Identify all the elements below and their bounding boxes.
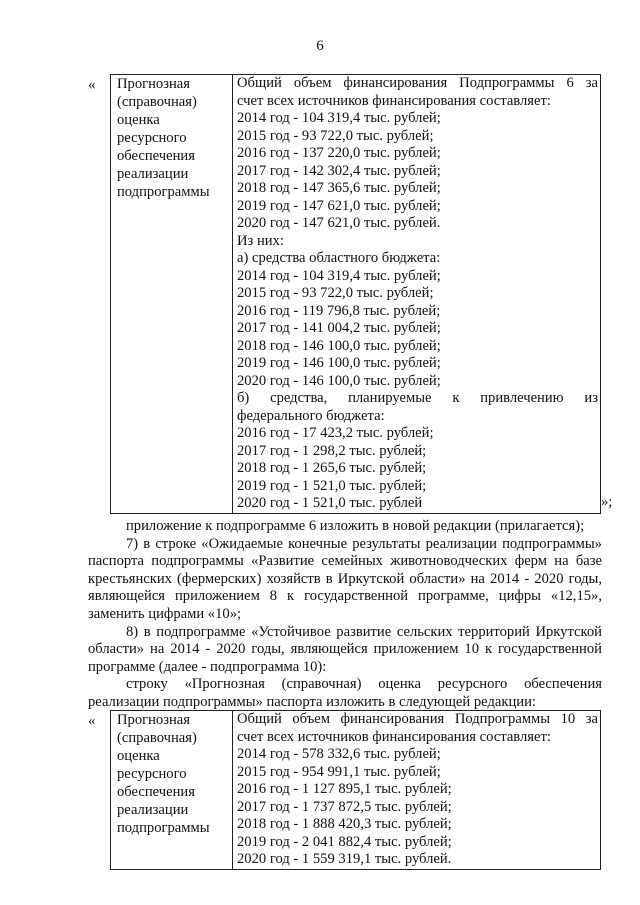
table2-line: 2018 год - 1 888 420,3 тыс. рублей; (237, 816, 452, 832)
table1-label-line: Прогнозная (117, 76, 190, 92)
table1-line: 2014 год - 104 319,4 тыс. рублей; (237, 267, 441, 284)
table2-label-line: обеспечения (117, 784, 195, 800)
table1-value-cell (233, 75, 601, 514)
table1-line: 2017 год - 142 302,4 тыс. рублей; (237, 162, 441, 179)
table2-label-line: оценка (117, 748, 160, 764)
table1-line: б) средства, планируемые к привлечению из (237, 390, 598, 406)
table1-line: Общий объем финансирования Подпрограммы 6 за (237, 75, 598, 91)
table2-line: 2016 год - 1 127 895,1 тыс. рублей; (237, 781, 452, 797)
paragraph-line: паспорта подпрограммы «Развитие семейных животноводческих ферм на базе (88, 553, 602, 570)
table1-label-line: реализации (117, 166, 189, 182)
paragraph-line: заменить цифрами «10»; (88, 605, 242, 622)
table2-label-line: Прогнозная (117, 712, 190, 728)
table1-line: Из них: (237, 232, 284, 249)
paragraph-line: 8) в подпрограмме «Устойчивое развитие сельских территорий Иркутской (126, 623, 602, 640)
table1-line: 2020 год - 146 100,0 тыс. рублей; (237, 372, 441, 389)
table1-label-line: (справочная) (117, 94, 197, 110)
table1-line: 2018 год - 146 100,0 тыс. рублей; (237, 337, 441, 354)
table1-label-cell (111, 75, 233, 514)
table1-line: 2017 год - 141 004,2 тыс. рублей; (237, 320, 441, 336)
resource-table-subprogram-10 (110, 710, 601, 870)
table1-line: 2016 год - 17 423,2 тыс. рублей; (237, 425, 434, 441)
paragraph-line: являющейся приложением 8 к государственной программе, цифры «12,15», (88, 588, 602, 605)
table2-value-cell (233, 711, 601, 870)
table1-line: 2018 год - 147 365,6 тыс. рублей; (237, 180, 441, 196)
table1-line: 2020 год - 147 621,0 тыс. рублей. (237, 215, 441, 231)
paragraph-line: реализации подпрограммы» паспорта изложить в следующей редакции: (88, 693, 536, 710)
paragraph-line: области» на 2014 - 2020 годы, являющейся приложением 10 к государственной (88, 641, 602, 658)
table1-label-line: обеспечения (117, 148, 195, 164)
close-quote-1: »; (601, 494, 613, 510)
table1-line: 2016 год - 137 220,0 тыс. рублей; (237, 145, 441, 161)
body-text (88, 518, 602, 712)
table1-line: 2019 год - 147 621,0 тыс. рублей; (237, 197, 441, 214)
table1-line: счет всех источников финансирования составляет: (237, 92, 551, 109)
table1-label-line: оценка (117, 112, 160, 128)
table2-label-line: ресурсного (117, 766, 187, 782)
table1-line: 2015 год - 93 722,0 тыс. рублей; (237, 285, 434, 301)
table1-line: 2019 год - 1 521,0 тыс. рублей; (237, 477, 427, 494)
table2-line: счет всех источников финансирования составляет: (237, 728, 551, 745)
table1-line: 2014 год - 104 319,4 тыс. рублей; (237, 110, 441, 126)
table1-line: федерального бюджета: (237, 407, 385, 424)
paragraph-line: приложение к подпрограмме 6 изложить в новой редакции (прилагается); (126, 518, 585, 534)
table1-label-line: ресурсного (117, 130, 187, 146)
table2-label-cell (111, 711, 233, 870)
table2-line: 2020 год - 1 559 319,1 тыс. рублей. (237, 851, 452, 867)
paragraph-line: 7) в строке «Ожидаемые конечные результаты реализации подпрограммы» (126, 535, 602, 552)
paragraph-line: программе (далее - подпрограмма 10): (88, 658, 327, 675)
table2-line: 2015 год - 954 991,1 тыс. рублей; (237, 763, 441, 780)
table2-label-line: (справочная) (117, 730, 197, 746)
paragraph-line: крестьянских (фермерских) хозяйств в Иркутской области» на 2014 - 2020 годы, (88, 570, 602, 587)
table1-line: 2016 год - 119 796,8 тыс. рублей; (237, 302, 441, 319)
table1-line: 2020 год - 1 521,0 тыс. рублей (237, 495, 423, 511)
open-quote-2: « (88, 713, 96, 729)
table2-line: 2019 год - 2 041 882,4 тыс. рублей; (237, 833, 452, 850)
table1-line: 2019 год - 146 100,0 тыс. рублей; (237, 355, 441, 371)
open-quote-1: « (88, 77, 96, 93)
table1-line: 2015 год - 93 722,0 тыс. рублей; (237, 127, 434, 144)
paragraph-line: строку «Прогнозная (справочная) оценка ресурсного обеспечения (126, 676, 602, 693)
table1-line: 2017 год - 1 298,2 тыс. рублей; (237, 442, 427, 459)
resource-table-subprogram-6 (110, 74, 601, 514)
table2-label-line: подпрограммы (117, 820, 210, 836)
table1-line: а) средства областного бюджета: (237, 250, 441, 266)
table2-line: 2014 год - 578 332,6 тыс. рублей; (237, 746, 441, 762)
table2-line: Общий объем финансирования Подпрограммы 10 за (237, 711, 598, 727)
table1-label-line: подпрограммы (117, 184, 210, 200)
table1-line: 2018 год - 1 265,6 тыс. рублей; (237, 460, 427, 476)
table2-label-line: реализации (117, 802, 189, 818)
table2-line: 2017 год - 1 737 872,5 тыс. рублей; (237, 798, 452, 815)
page-number: 6 (316, 38, 324, 54)
